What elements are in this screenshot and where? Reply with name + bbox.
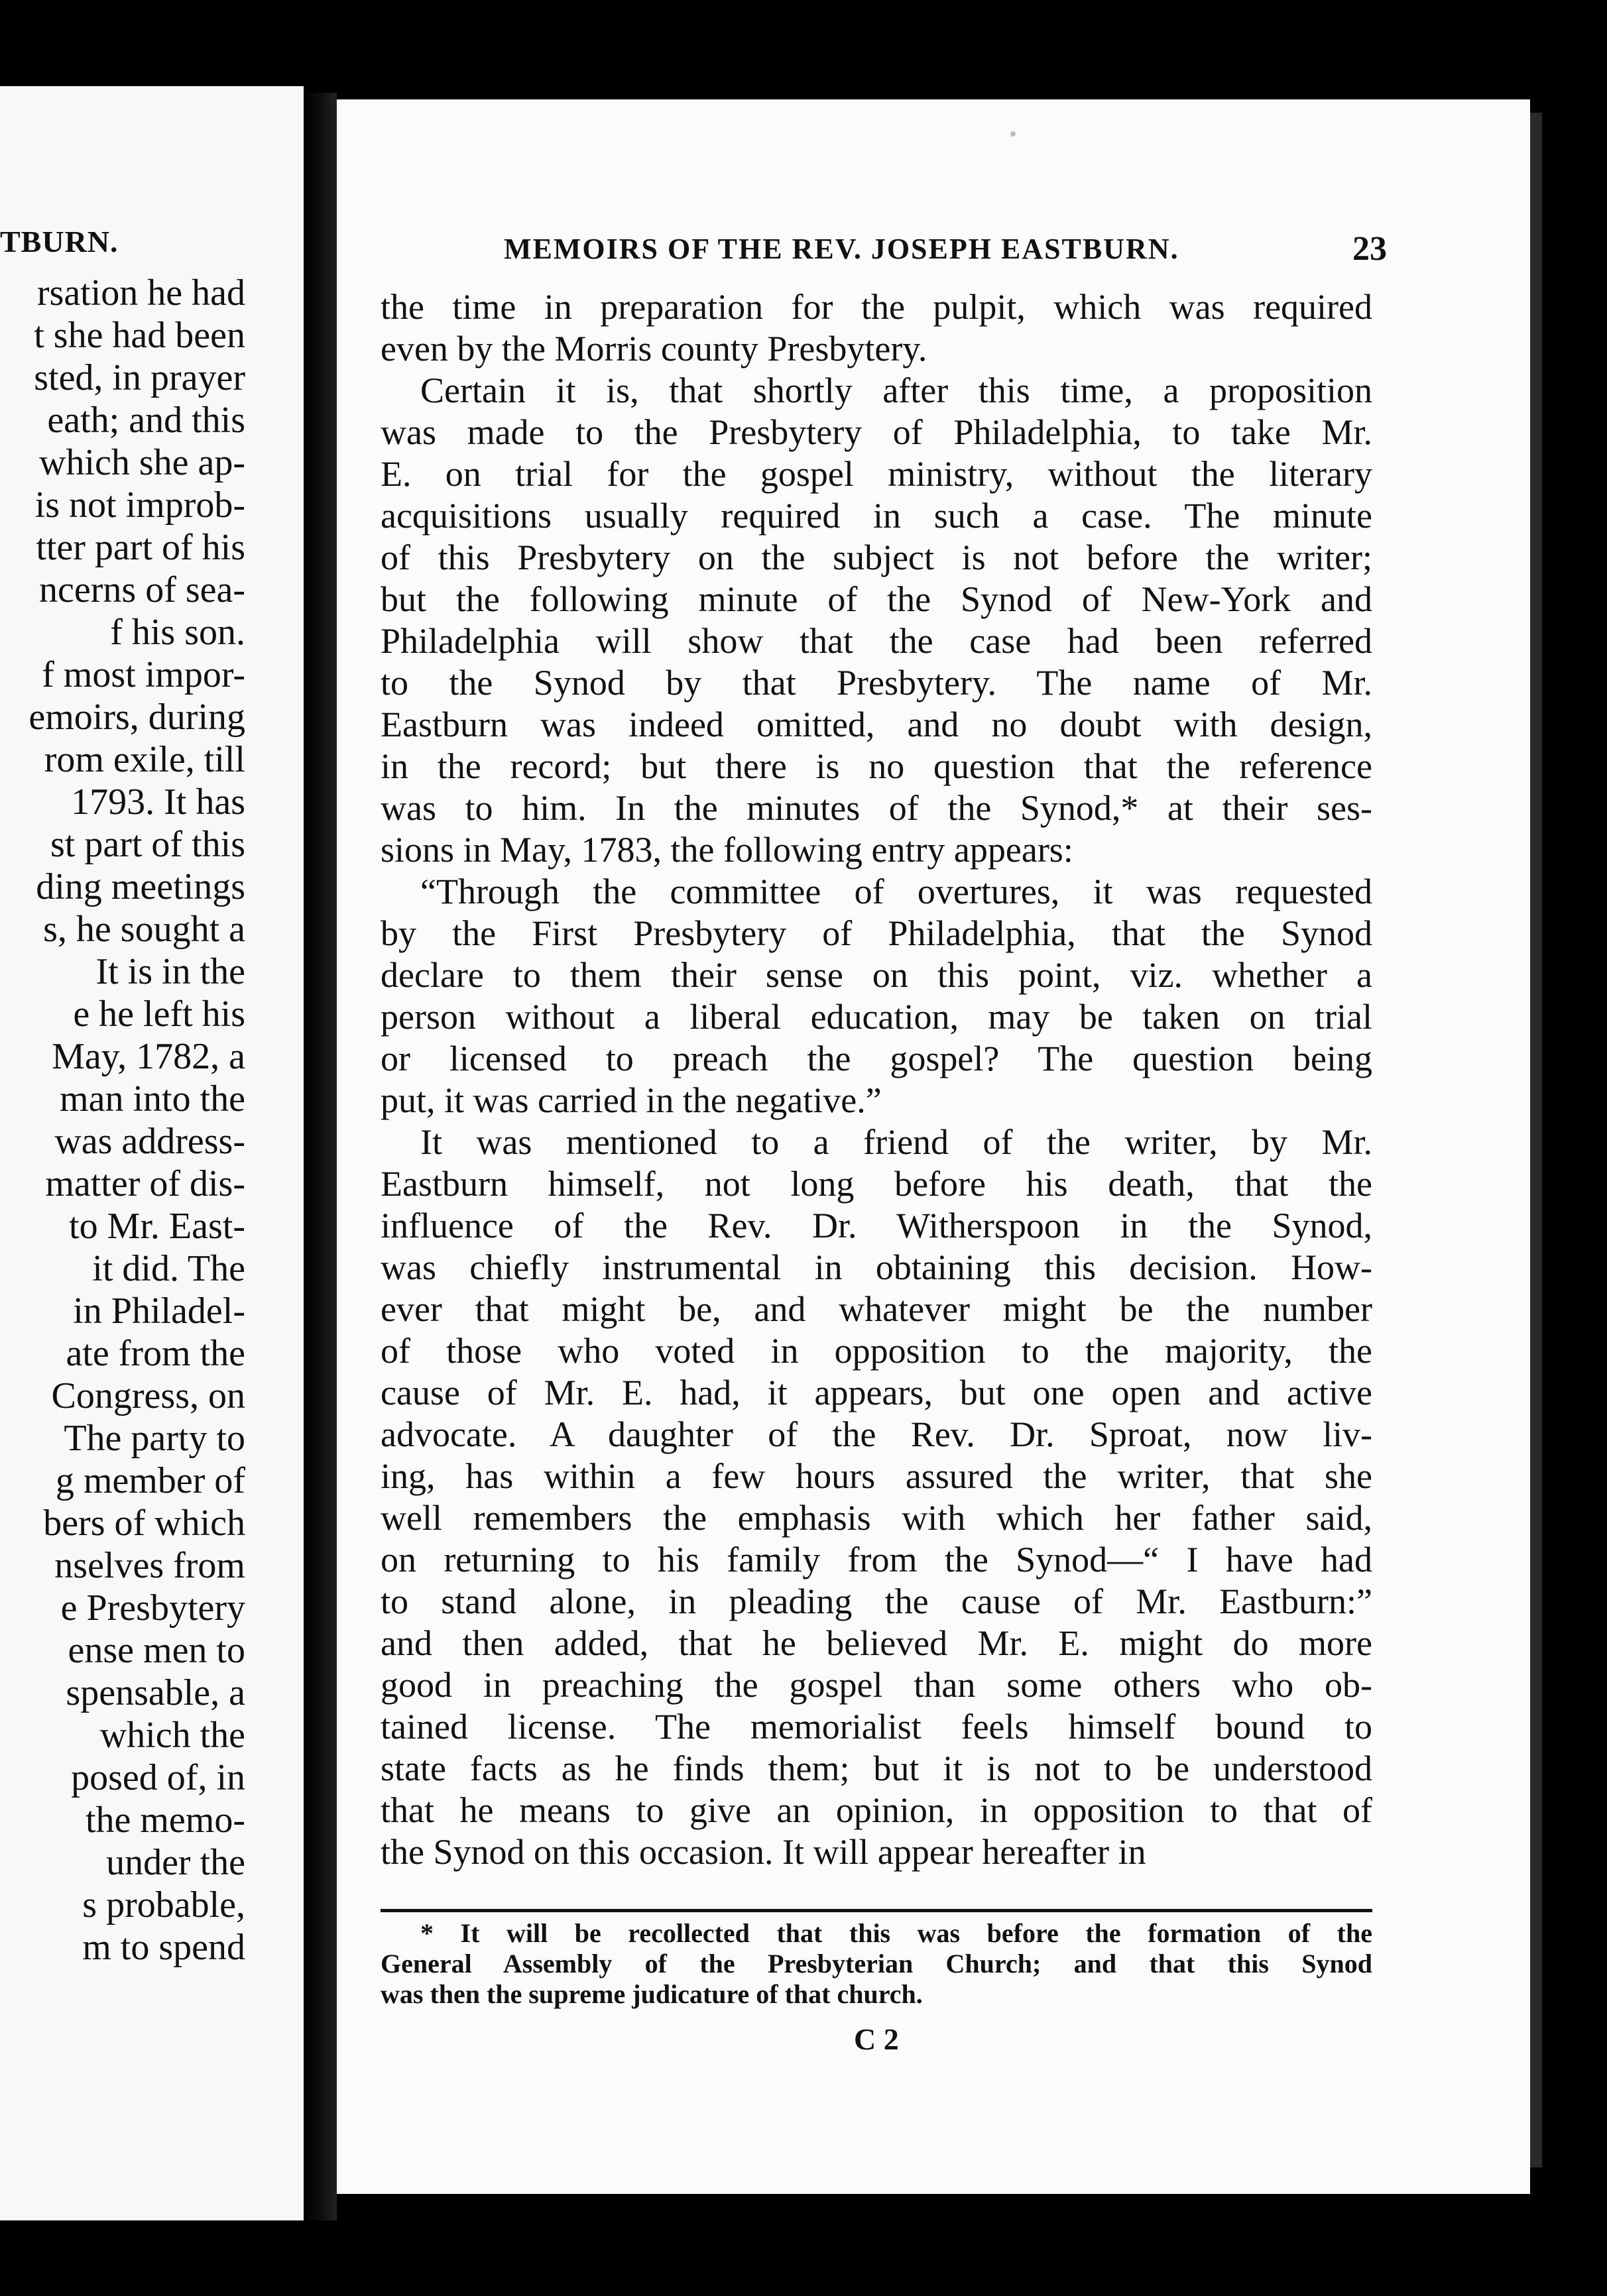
left-text-line: matter of dis- [45,1163,245,1204]
left-text-line: under the [106,1842,245,1883]
text-line: ever that might be, and whatever might be the number [381,1289,1372,1329]
left-text-line: ate from the [66,1333,245,1374]
text-line: state facts as he finds them; but it is not to be understood [381,1749,1372,1788]
text-line: “Through the committee of overtures, it was requested [420,872,1372,911]
text-line: Eastburn was indeed omitted, and no doubt with design, [381,705,1372,744]
text-line: or licensed to preach the gospel? The question being [381,1039,1372,1078]
text-line: was to him. In the minutes of the Synod,* at their ses- [381,788,1372,828]
page-number: 23 [1352,230,1387,268]
footnote-line: * It will be recollected that this was before the formation of the [420,1918,1372,1948]
left-running-header: TBURN. [0,225,119,258]
text-line: put, it was carried in the negative.” [381,1080,882,1120]
page-edge [1530,113,1542,2167]
left-text-line: bers of which [43,1503,245,1544]
text-line: and then added, that he believed Mr. E. might do more [381,1623,1372,1663]
left-text-line: which the [99,1715,245,1756]
left-text-line: is not improb- [34,485,245,526]
book-gutter [304,93,337,2220]
text-line: cause of Mr. E. had, it appears, but one open and active [381,1373,1372,1412]
text-line: to the Synod by that Presbytery. The name of Mr. [381,663,1372,703]
footnote-line: was then the supreme judicature of that church. [381,1979,923,2009]
left-text-line: to Mr. East- [69,1206,245,1247]
left-text-line: ncerns of sea- [39,569,245,610]
left-text-line: t she had been [34,315,245,356]
text-line: the time in preparation for the pulpit, which was required [381,287,1372,327]
text-line: the Synod on this occasion. It will appear hereafter in [381,1832,1146,1872]
text-line: acquisitions usually required in such a case. The minute [381,496,1372,536]
left-text-line: nselves from [54,1545,245,1586]
left-text-line: tter part of his [36,527,245,568]
left-text-line: emoirs, during [29,697,245,738]
body-text [381,286,1372,1873]
left-text-line: the memo- [85,1800,245,1841]
left-text-line: eath; and this [47,400,245,441]
left-text-line: e he left his [73,994,245,1035]
text-line: to stand alone, in pleading the cause of Mr. Eastburn:” [381,1581,1372,1621]
running-title: MEMOIRS OF THE REV. JOSEPH EASTBURN. [504,233,1179,265]
footnote-rule [381,1909,1372,1912]
text-line: declare to them their sense on this point, viz. whether a [381,955,1372,995]
left-page-text [0,272,304,1969]
footnote [381,1918,1372,2010]
footnote-line: General Assembly of the Presbyterian Church; and that this Synod [381,1949,1372,1979]
left-text-line: rsation he had [36,272,245,314]
text-line: advocate. A daughter of the Rev. Dr. Sproat, now liv- [381,1414,1372,1454]
left-text-line: ding meetings [36,866,245,907]
right-page [337,99,1530,2194]
left-text-line: f most impor- [42,654,245,695]
left-text-line: posed of, in [71,1757,245,1798]
left-text-line: in Philadel- [73,1291,245,1332]
left-text-line: which she ap- [38,442,245,483]
text-line: but the following minute of the Synod of New-York and [381,579,1372,619]
left-text-line: it did. The [92,1248,245,1289]
text-line: Eastburn himself, not long before his death, that the [381,1164,1372,1204]
left-text-line: spensable, a [66,1672,245,1713]
dust-speck [1010,131,1016,137]
text-line: even by the Morris county Presbytery. [381,329,927,369]
text-line: of this Presbytery on the subject is not before the writer; [381,538,1372,577]
text-line: Philadelphia will show that the case had been referred [381,621,1372,661]
text-line: on returning to his family from the Synod—“ I have had [381,1540,1372,1579]
text-line: sions in May, 1783, the following entry appears: [381,830,1073,870]
left-page [0,86,304,2220]
text-line: by the First Presbytery of Philadelphia, that the Synod [381,913,1372,953]
text-line: of those who voted in opposition to the majority, the [381,1331,1372,1371]
left-text-line: rom exile, till [44,739,245,780]
running-header [504,230,1387,272]
text-line: influence of the Rev. Dr. Witherspoon in the Synod, [381,1206,1372,1245]
left-text-line: e Presbytery [60,1587,245,1629]
left-text-line: May, 1782, a [52,1036,245,1077]
text-line: E. on trial for the gospel ministry, without the literary [381,454,1372,494]
left-text-line: g member of [55,1460,245,1501]
text-line: well remembers the emphasis with which her father said, [381,1498,1372,1538]
left-text-line: It is in the [95,951,245,992]
left-text-line: s probable, [82,1884,245,1925]
left-text-line: man into the [60,1078,245,1119]
left-text-line: Congress, on [51,1375,245,1416]
left-text-line: ense men to [68,1630,245,1671]
text-line: good in preaching the gospel than some others who ob- [381,1665,1372,1705]
left-text-line: 1793. It has [71,781,245,823]
left-text-line: st part of this [50,824,245,865]
signature-mark: C 2 [854,2022,899,2056]
text-line: that he means to give an opinion, in opposition to that of [381,1790,1372,1830]
text-line: person without a liberal education, may be taken on trial [381,997,1372,1037]
left-text-line: sted, in prayer [34,357,245,398]
left-text-line: s, he sought a [43,909,245,950]
left-text-line: m to spend [82,1927,245,1968]
left-text-line: The party to [64,1418,245,1459]
text-line: in the record; but there is no question that the reference [381,746,1372,786]
left-text-line: f his son. [110,612,245,653]
text-line: was made to the Presbytery of Philadelphia, to take Mr. [381,412,1372,452]
left-text-line: was address- [54,1121,245,1162]
text-line: was chiefly instrumental in obtaining this decision. How- [381,1247,1372,1287]
text-line: It was mentioned to a friend of the writer, by Mr. [420,1122,1372,1162]
text-line: ing, has within a few hours assured the writer, that she [381,1456,1372,1496]
text-line: Certain it is, that shortly after this time, a proposition [420,371,1372,410]
text-line: tained license. The memorialist feels himself bound to [381,1707,1372,1747]
